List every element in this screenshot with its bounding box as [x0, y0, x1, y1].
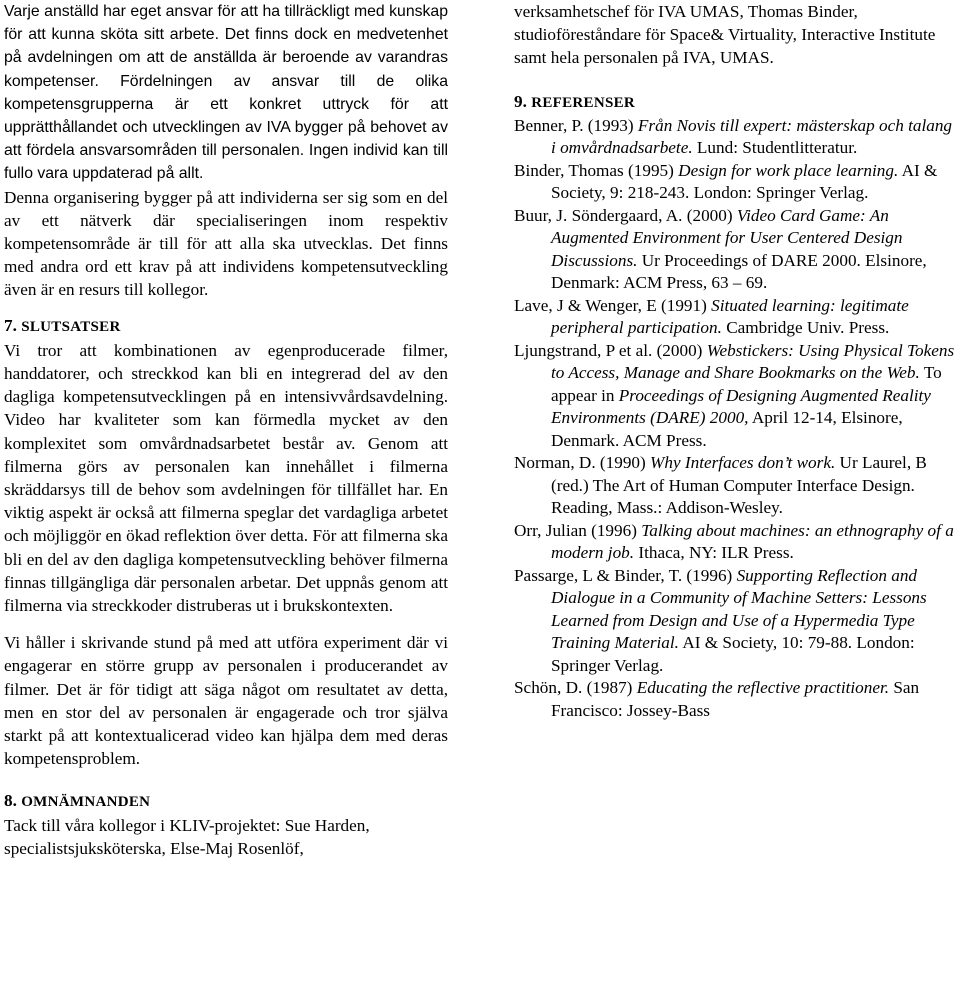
reference-title: Design for work place learning.	[678, 160, 899, 180]
left-column	[4, 0, 448, 860]
reference-text: Ur Proceedings of DARE 2000. Elsinore, Denmark: ACM Press, 63 – 69.	[551, 250, 927, 293]
reference-text: Passarge, L & Binder, T. (1996)	[514, 565, 737, 585]
reference-text: Ithaca, NY: ILR Press.	[634, 543, 794, 563]
reference-entry	[514, 452, 958, 520]
reference-text: Ljungstrand, P et al. (2000)	[514, 340, 707, 360]
reference-text: Benner, P. (1993)	[514, 115, 638, 135]
reference-entry	[514, 520, 958, 565]
reference-entry	[514, 205, 958, 295]
reference-title: Från Novis till expert: mästerskap och talang i omvårdnadsarbete.	[551, 115, 953, 158]
reference-text: April 12-14, Elsinore, Denmark. ACM Press.	[551, 408, 903, 450]
reference-text: To appear in	[551, 363, 942, 405]
reference-title: Situated learning: legitimate peripheral participation.	[551, 295, 909, 338]
paragraph-experiment: Vi håller i skrivande stund på med att utföra experiment där vi engagerar en större grupp av personalen i producerandet av filmer. Det är för tidigt att säga något om resultatet av detta, men en stor del av personalen är engagerade och tror själva starkt på att kontextualicerad video kan hjälpa dem med deras kompetensproblem.	[4, 633, 448, 769]
section-number: 7.	[4, 315, 17, 335]
paragraph-acknowledgements-cont: verksamhetschef för IVA UMAS, Thomas Binder, studioföreståndare för Space& Virtuality, Interactive Institute samt hela personalen på IVA, UMAS.	[514, 2, 936, 68]
paragraph-conclusions: Vi tror att kombinationen av egenproducerade filmer, handdatorer, och streckkod kan bli en integrerad del av den dagliga kompetensutvecklingen på en intensivvårdsavdelning. Video har kvaliteter som kan förmedla mycket av den komplexitet som omvårdnadsarbetet består av. Genom att filmerna görs av personalen kan innehållet i filmerna skräddarsys till de behov som avdelningen för tillfället har. En viktig aspekt är också att filmerna speglar det vardagliga arbetet och möjliggör en ökad reflektion över detta. För att filmerna ska bli en del av den dagliga kompetensutveckling behöver filmerna finnas tillgängliga där personalen arbetar. Det uppnås genom att filmerna via streckkoder distruberas ut i brukskontexten.	[4, 340, 448, 616]
reference-text: Lund: Studentlitteratur.	[692, 138, 858, 158]
reference-list	[514, 115, 958, 723]
reference-text: Buur, J. Söndergaard, A. (2000)	[514, 205, 737, 225]
section-title: OMNÄMNANDEN	[21, 793, 151, 810]
reference-title: Webstickers: Using Physical Tokens to Access, Manage and Share Bookmarks on the Web.	[551, 340, 955, 383]
reference-text: San Francisco: Jossey-Bass	[551, 678, 920, 720]
reference-text: Norman, D. (1990)	[514, 453, 651, 473]
reference-text: Lave, J & Wenger, E (1991)	[514, 295, 712, 315]
reference-text: Schön, D. (1987)	[514, 678, 637, 698]
reference-entry	[514, 160, 958, 205]
reference-text: Cambridge Univ. Press.	[721, 318, 890, 338]
section-heading-9	[514, 90, 958, 115]
paragraph-organisation: Denna organisering bygger på att individerna ser sig som en del av ett nätverk där specialiseringen inom respektiv kompetensområde är till för att alla ska utvecklas. Det finns med andra ord ett krav på att individens kompetensutveckling även är en resurs till kollegor.	[4, 187, 448, 300]
reference-text: AI & Society, 9: 218-243. London: Springer Verlag.	[551, 160, 938, 203]
right-column	[514, 0, 958, 722]
reference-title: Talking about machines: an ethnography of a modern job.	[551, 520, 954, 563]
section-title: REFERENSER	[531, 94, 636, 111]
reference-entry	[514, 677, 958, 722]
reference-entry	[514, 340, 958, 453]
reference-text: Orr, Julian (1996)	[514, 520, 642, 540]
reference-title: Video Card Game: An Augmented Environment for User Centered Design Discussions.	[551, 205, 903, 270]
paragraph-responsibility-sans: Varje anställd har eget ansvar för att ha tillräckligt med kunskap för att kunna sköta sitt arbete. Det finns dock en medvetenhet på avdelningen om att de anställda är beroende av varandras kompetenser. Fördelningen av ansvar till de olika kompetensgrupperna är ett konkret uttryck för att upprätthållandet och utvecklingen av IVA bygger på behovet av att fördela ansvarsområden till personalen. Ingen individ kan till fullo vara uppdaterad på allt.	[4, 3, 448, 183]
reference-title: Educating the reflective practitioner.	[636, 678, 890, 698]
section-heading-8	[4, 789, 448, 814]
reference-text: Binder, Thomas (1995)	[514, 160, 679, 180]
section-number: 9.	[514, 91, 527, 111]
reference-entry	[514, 295, 958, 340]
reference-entry	[514, 115, 958, 160]
reference-text: AI & Society, 10: 79-88. London: Springer Verlag.	[551, 633, 915, 675]
section-number: 8.	[4, 790, 17, 810]
reference-entry	[514, 565, 958, 678]
paragraph-acknowledgements: Tack till våra kollegor i KLIV-projektet: Sue Harden, specialistsjuksköterska, Else-Maj Rosenlöf,	[4, 815, 370, 858]
reference-title: Supporting Reflection and Dialogue in a Community of Machine Setters: Lessons Learned from Design and Use of a Hypermedia Type Training Material.	[551, 565, 927, 653]
section-heading-7	[4, 314, 448, 339]
reference-text: Ur Laurel, B (red.) The Art of Human Computer Interface Design. Reading, Mass.: Addison-Wesley.	[551, 453, 927, 518]
section-title: SLUTSATSER	[21, 318, 121, 335]
reference-title: Why Interfaces don’t work.	[650, 453, 836, 473]
reference-title: Proceedings of Designing Augmented Reality Environments (DARE) 2000,	[551, 385, 931, 428]
